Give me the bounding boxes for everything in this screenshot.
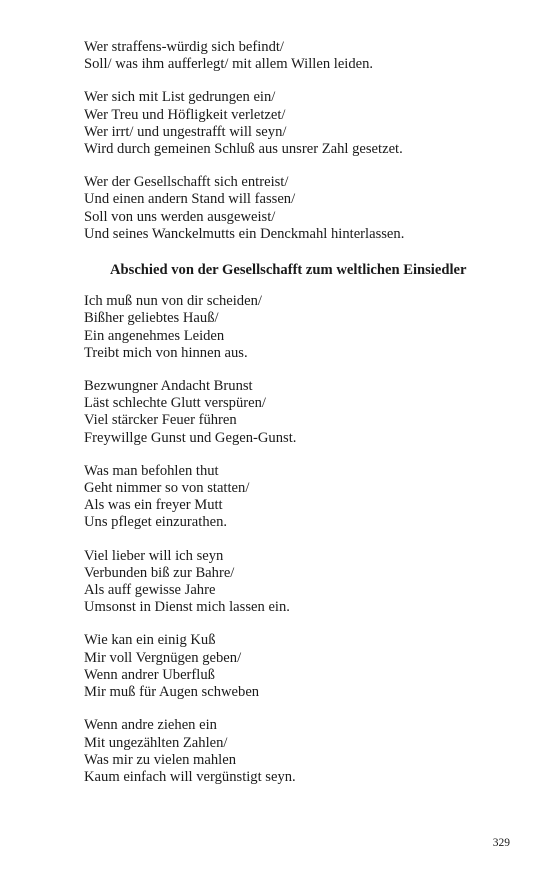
verse-line: Als was ein freyer Mutt: [84, 497, 223, 514]
verse-line: Bezwungner Andacht Brunst: [84, 378, 253, 395]
verse-line: Kaum einfach will vergünstigt seyn.: [84, 768, 296, 785]
verse-line: Viel stärcker Feuer führen: [84, 412, 237, 429]
verse-line: Soll/ was ihm aufferlegt/ mit allem Willen leiden.: [84, 56, 374, 73]
verse-line: Umsonst in Dienst mich lassen ein.: [84, 599, 290, 616]
verse-line: Treibt mich von hinnen aus.: [84, 344, 248, 361]
verse-line: Als auff gewisse Jahre: [84, 582, 216, 599]
verse-line: Verbunden biß zur Bahre/: [84, 564, 235, 581]
stanza: [84, 174, 524, 243]
verse-line: Wer Treu und Höfligkeit verletzet/: [84, 106, 286, 123]
verse-line: Freywillge Gunst und Gegen-Gunst.: [84, 429, 297, 446]
verse-line: Soll von uns werden ausgeweist/: [84, 208, 276, 225]
verse-line: Geht nimmer so von statten/: [84, 480, 250, 497]
verse-line: Bißher geliebtes Hauß/: [84, 310, 219, 327]
stanza: [84, 89, 524, 158]
verse-line: Was man befohlen thut: [84, 462, 219, 479]
stanza: [84, 39, 524, 73]
poem-title: Abschied von der Gesellschafft zum weltlichen Einsiedler: [110, 262, 467, 279]
verse-line: Und seines Wanckelmutts ein Denckmahl hinterlassen.: [84, 225, 405, 242]
text-block: [84, 39, 524, 802]
stanza: [84, 717, 524, 786]
verse-line: Und einen andern Stand will fassen/: [84, 191, 296, 208]
verse-line: Was mir zu vielen mahlen: [84, 751, 237, 768]
verse-line: Ich muß nun von dir scheiden/: [84, 293, 262, 310]
verse-line: Wenn andre ziehen ein: [84, 717, 217, 734]
verse-line: Wer straffens-würdig sich befindt/: [84, 39, 284, 55]
stanza: [84, 378, 524, 447]
verse-line: Wer irrt/ und ungestrafft will seyn/: [84, 123, 287, 140]
verse-line: Mir voll Vergnügen geben/: [84, 649, 242, 666]
verse-line: Läst schlechte Glutt verspüren/: [84, 395, 266, 412]
verse-line: Wie kan ein einig Kuß: [84, 632, 216, 649]
verse-line: Wer sich mit List gedrungen ein/: [84, 89, 276, 106]
page-number: 329: [492, 837, 510, 849]
verse-line: Wer der Gesellschafft sich entreist/: [84, 174, 289, 191]
stanza: [84, 548, 524, 617]
verse-line: Uns pfleget einzurathen.: [84, 514, 228, 531]
verse-line: Wird durch gemeinen Schluß aus unsrer Zahl gesetzet.: [84, 141, 403, 158]
verse-line: Mit ungezählten Zahlen/: [84, 734, 228, 751]
verse-line: Viel lieber will ich seyn: [84, 547, 224, 564]
stanza: [84, 632, 524, 701]
verse-line: Ein angenehmes Leiden: [84, 327, 225, 344]
verse-line: Mir muß für Augen schweben: [84, 684, 260, 701]
stanza: [84, 293, 524, 362]
verse-line: Wenn andrer Uberfluß: [84, 666, 215, 683]
stanza: [84, 463, 524, 532]
